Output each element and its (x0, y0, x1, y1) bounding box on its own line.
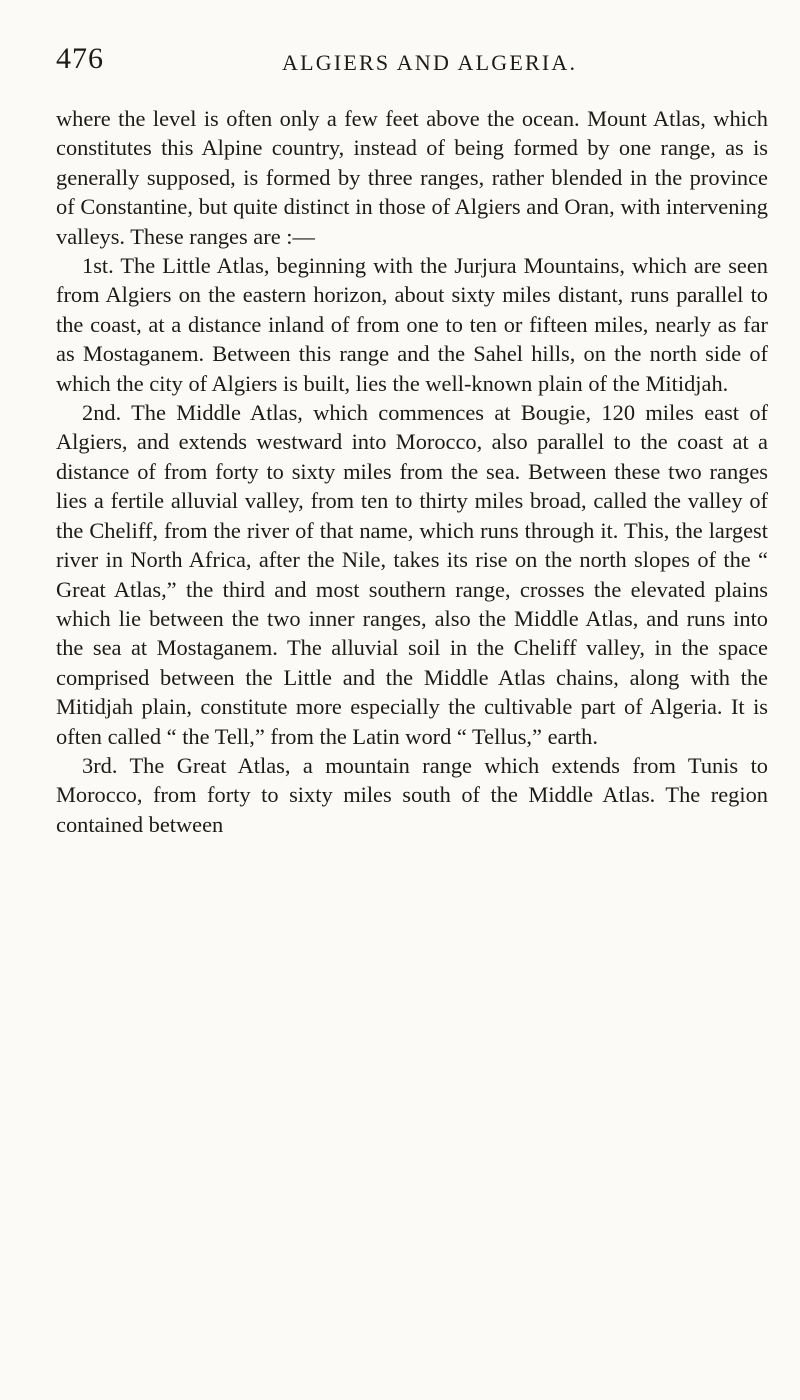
page-header (56, 40, 768, 104)
paragraph-great-atlas: 3rd. The Great Atlas, a mountain range which extends from Tunis to Morocco, from forty to sixty miles south of the Middle Atlas. The region contained between (56, 752, 768, 837)
body-text (56, 104, 768, 839)
running-head: ALGIERS AND ALGERIA. (282, 50, 578, 75)
page-number: 476 (56, 42, 104, 75)
paragraph-little-atlas: 1st. The Little Atlas, beginning with the Jurjura Mountains, which are seen from Algiers on the eastern horizon, about sixty miles distant, runs parallel to the coast, at a distance inland of from one to ten or fifteen miles, nearly as far as Mostaganem. Between this range and the Sahel hills, on the north side of which the city of Algiers is built, lies the well-known plain of the Mitidjah. (56, 253, 768, 396)
book-page (56, 40, 768, 839)
paragraph-middle-atlas: 2nd. The Middle Atlas, which commences at Bougie, 120 miles east of Algiers, and extends westward into Morocco, also parallel to the coast at a distance of from forty to sixty miles from the sea. Between these two ranges lies a fertile alluvial valley, from ten to thirty miles broad, called the valley of the Cheliff, from the river of that name, which runs through it. This, the largest river in North Africa, after the Nile, takes its rise on the north slopes of the “ Great Atlas,” the third and most southern range, crosses the elevated plains which lie between the two inner ranges, also the Middle Atlas, and runs into the sea at Mostaganem. The alluvial soil in the Cheliff valley, in the space comprised between the Little and the Middle Atlas chains, along with the Mitidjah plain, constitute more especially the cultivable part of Algeria. It is often called “ the Tell,” from the Latin word “ Tellus,” earth. (56, 400, 768, 749)
paragraph-intro: where the level is often only a few feet above the ocean. Mount Atlas, which constitutes this Alpine country, instead of being formed by one range, as is generally supposed, is formed by three ranges, rather blended in the province of Constantine, but quite distinct in those of Algiers and Oran, with intervening valleys. These ranges are :— (56, 106, 768, 249)
